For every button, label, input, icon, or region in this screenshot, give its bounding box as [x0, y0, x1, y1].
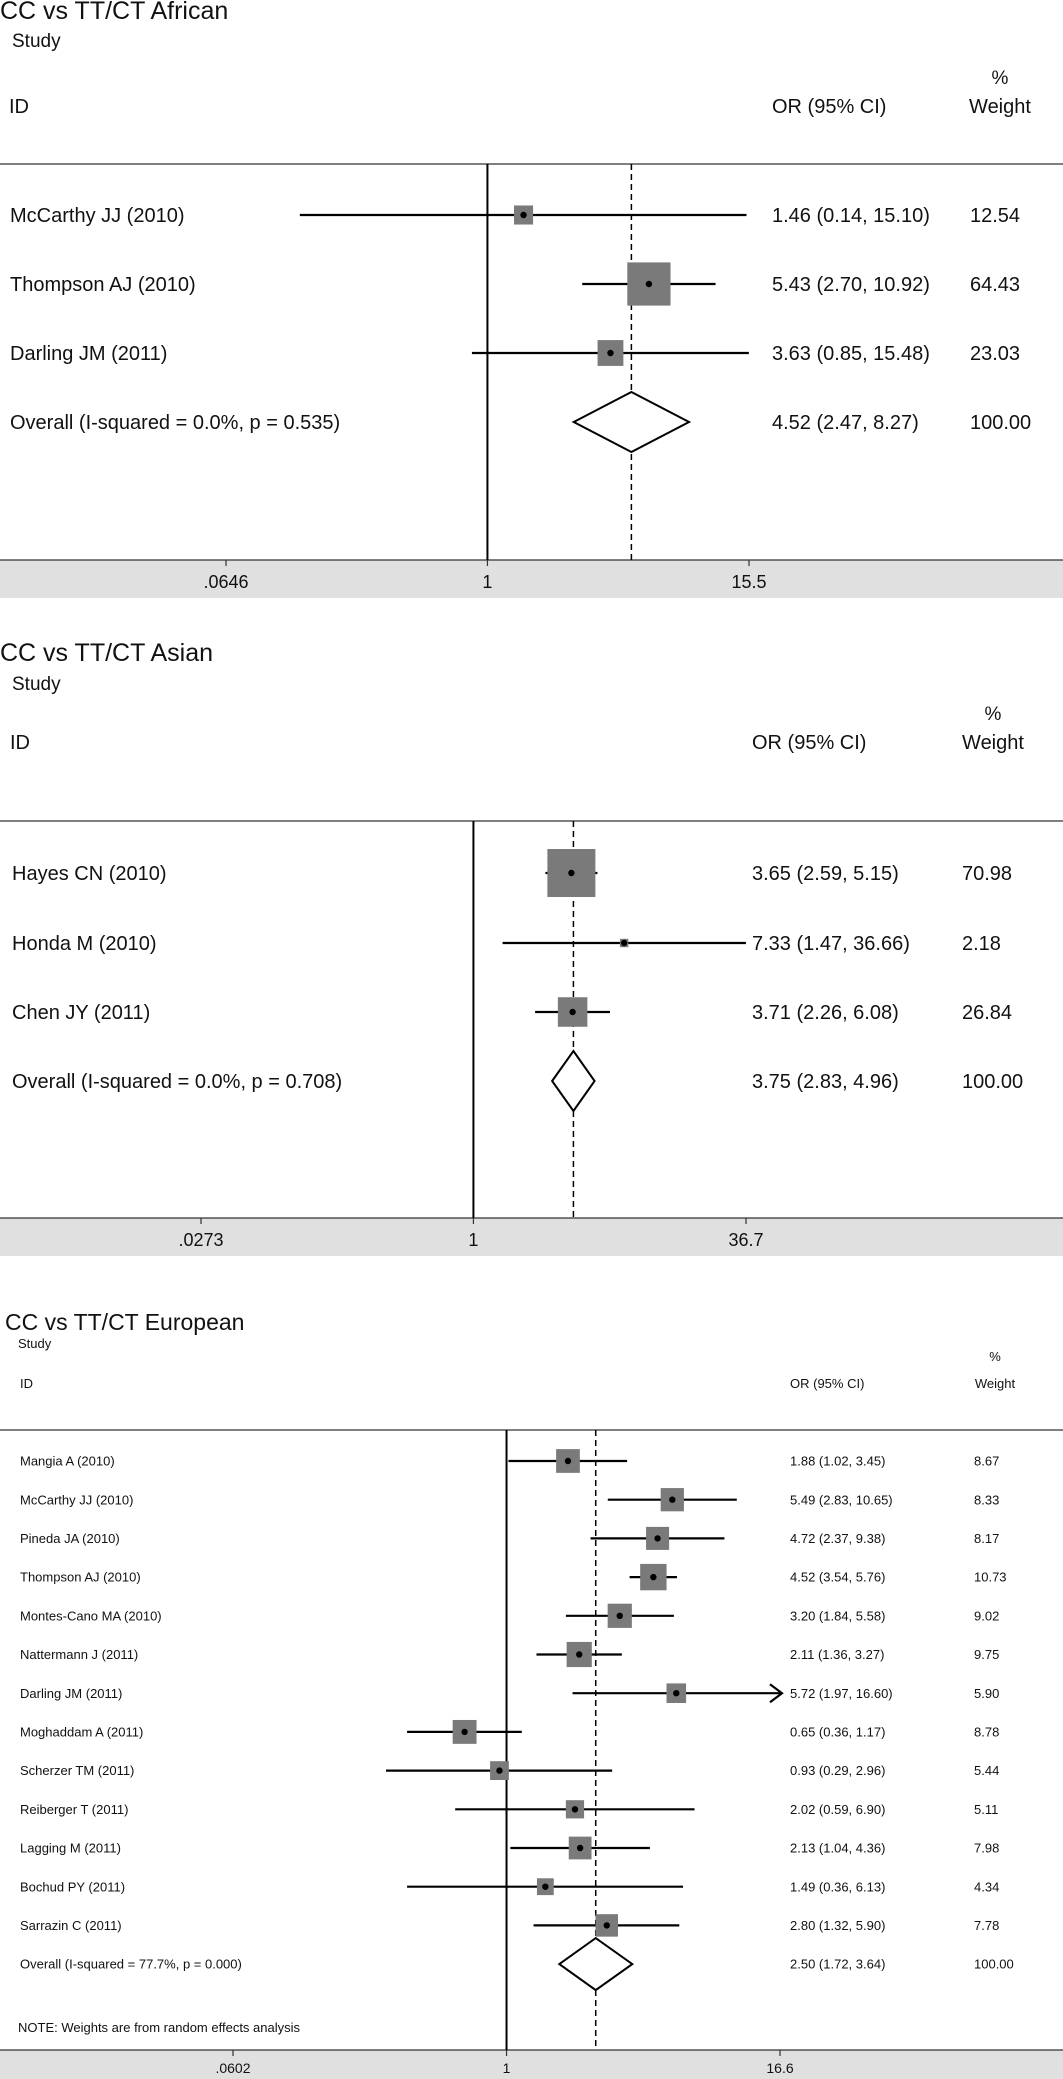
study-label: Hayes CN (2010) [12, 863, 167, 885]
point-estimate [569, 1009, 575, 1015]
x-tick-label: .0646 [203, 572, 249, 592]
point-estimate [669, 1497, 675, 1503]
or-ci-value: 1.49 (0.36, 6.13) [790, 1879, 886, 1895]
weight-value: 12.54 [970, 205, 1021, 227]
study-label: Darling JM (2011) [20, 1685, 123, 1701]
or-ci-value: 2.11 (1.36, 3.27) [790, 1647, 885, 1663]
x-axis-band [0, 560, 1063, 598]
study-label: Moghaddam A (2011) [20, 1724, 144, 1740]
point-estimate [577, 1845, 583, 1851]
overall-weight-value: 100.00 [970, 412, 1032, 434]
x-tick-label: 15.5 [731, 572, 767, 592]
x-tick-label: 36.7 [728, 1230, 764, 1250]
or-ci-header: OR (95% CI) [790, 1376, 865, 1391]
point-estimate [646, 281, 652, 287]
overall-diamond [574, 392, 689, 452]
weight-value: 5.11 [974, 1801, 999, 1817]
weight-value: 9.75 [974, 1647, 1000, 1663]
point-estimate [496, 1767, 502, 1773]
forest-panel-african [0, 0, 1063, 610]
overall-or-ci-value: 3.75 (2.83, 4.96) [752, 1071, 899, 1093]
point-estimate [568, 870, 574, 876]
panel-title: CC vs TT/CT Asian [0, 639, 214, 667]
weight-header-pct: % [989, 1349, 1001, 1364]
point-estimate [576, 1651, 582, 1657]
study-label: Pineda JA (2010) [20, 1530, 120, 1546]
study-label: Chen JY (2011) [12, 1002, 151, 1024]
or-ci-header: OR (95% CI) [772, 96, 887, 118]
forest-plot-svg [0, 0, 1063, 610]
overall-label: Overall (I-squared = 0.0%, p = 0.535) [10, 412, 341, 434]
overall-label: Overall (I-squared = 77.7%, p = 0.000) [20, 1956, 242, 1972]
study-label: Nattermann J (2011) [20, 1647, 139, 1663]
study-label: Bochud PY (2011) [20, 1879, 126, 1895]
or-ci-value: 0.65 (0.36, 1.17) [790, 1724, 886, 1740]
forest-panel-european [0, 1307, 1063, 2079]
study-label: McCarthy JJ (2010) [10, 205, 185, 227]
point-estimate [461, 1729, 467, 1735]
study-header: Study [18, 1336, 52, 1351]
weight-value: 8.17 [974, 1530, 1000, 1546]
weight-value: 9.02 [974, 1608, 1000, 1624]
study-label: Reiberger T (2011) [20, 1801, 129, 1817]
weight-value: 5.44 [974, 1763, 1000, 1779]
x-tick-label: 1 [502, 2060, 511, 2076]
weight-value: 7.98 [974, 1840, 1000, 1856]
study-label: Thompson AJ (2010) [10, 274, 196, 296]
weight-value: 26.84 [962, 1002, 1013, 1024]
overall-diamond [559, 1938, 632, 1990]
or-ci-value: 1.46 (0.14, 15.10) [772, 205, 930, 227]
point-estimate [542, 1884, 548, 1890]
overall-or-ci-value: 4.52 (2.47, 8.27) [772, 412, 919, 434]
or-ci-value: 4.52 (3.54, 5.76) [790, 1569, 886, 1585]
overall-weight-value: 100.00 [974, 1956, 1014, 1972]
study-label: McCarthy JJ (2010) [20, 1492, 134, 1508]
weight-value: 2.18 [962, 933, 1001, 955]
weight-header: Weight [974, 1376, 1016, 1391]
point-estimate [621, 940, 627, 946]
point-estimate [650, 1574, 656, 1580]
study-label: Montes-Cano MA (2010) [20, 1608, 162, 1624]
or-ci-value: 7.33 (1.47, 36.66) [752, 933, 910, 955]
study-header: Study [12, 674, 61, 695]
point-estimate [572, 1806, 578, 1812]
point-estimate [617, 1613, 623, 1619]
point-estimate [520, 212, 526, 218]
weight-header-pct: % [991, 68, 1009, 89]
weight-header: Weight [962, 732, 1024, 754]
overall-or-ci-value: 2.50 (1.72, 3.64) [790, 1956, 886, 1972]
overall-label: Overall (I-squared = 0.0%, p = 0.708) [12, 1071, 343, 1093]
point-estimate [565, 1458, 571, 1464]
point-estimate [607, 350, 613, 356]
x-tick-label: 16.6 [766, 2060, 794, 2076]
weight-value: 70.98 [962, 863, 1013, 885]
or-ci-value: 1.88 (1.02, 3.45) [790, 1453, 886, 1469]
point-estimate [604, 1922, 610, 1928]
weight-value: 5.90 [974, 1685, 1000, 1701]
weight-header-pct: % [984, 704, 1002, 725]
x-tick-label: 1 [468, 1230, 479, 1250]
point-estimate [673, 1690, 679, 1696]
forest-plot-svg [0, 1307, 1063, 2079]
random-effects-note: NOTE: Weights are from random effects analysis [18, 2020, 301, 2035]
study-label: Thompson AJ (2010) [20, 1569, 141, 1585]
or-ci-value: 5.49 (2.83, 10.65) [790, 1492, 893, 1508]
id-header: ID [10, 732, 30, 754]
or-ci-header: OR (95% CI) [752, 732, 867, 754]
or-ci-value: 4.72 (2.37, 9.38) [790, 1530, 886, 1546]
or-ci-value: 5.43 (2.70, 10.92) [772, 274, 930, 296]
or-ci-value: 3.65 (2.59, 5.15) [752, 863, 899, 885]
x-tick-label: .0602 [215, 2060, 251, 2076]
or-ci-value: 2.13 (1.04, 4.36) [790, 1840, 886, 1856]
study-label: Darling JM (2011) [10, 343, 168, 365]
or-ci-value: 2.02 (0.59, 6.90) [790, 1801, 886, 1817]
weight-value: 64.43 [970, 274, 1021, 296]
or-ci-value: 3.63 (0.85, 15.48) [772, 343, 930, 365]
x-axis-band [0, 2050, 1063, 2079]
study-label: Lagging M (2011) [20, 1840, 121, 1856]
x-axis-band [0, 1218, 1063, 1256]
weight-value: 8.33 [974, 1492, 1000, 1508]
study-label: Mangia A (2010) [20, 1453, 115, 1469]
point-estimate [654, 1535, 660, 1541]
or-ci-value: 3.71 (2.26, 6.08) [752, 1002, 899, 1024]
weight-value: 10.73 [974, 1569, 1007, 1585]
study-header: Study [12, 31, 61, 52]
panel-title: CC vs TT/CT European [5, 1309, 245, 1335]
forest-plot-svg [0, 638, 1063, 1268]
or-ci-value: 3.20 (1.84, 5.58) [790, 1608, 886, 1624]
forest-panel-asian [0, 638, 1063, 1268]
weight-value: 8.78 [974, 1724, 1000, 1740]
weight-value: 8.67 [974, 1453, 1000, 1469]
x-tick-label: .0273 [178, 1230, 224, 1250]
overall-weight-value: 100.00 [962, 1071, 1024, 1093]
overall-diamond [552, 1051, 594, 1111]
weight-header: Weight [969, 96, 1031, 118]
weight-value: 4.34 [974, 1879, 1000, 1895]
x-tick-label: 1 [482, 572, 493, 592]
study-label: Scherzer TM (2011) [20, 1763, 135, 1779]
or-ci-value: 0.93 (0.29, 2.96) [790, 1763, 886, 1779]
id-header: ID [9, 96, 29, 118]
or-ci-value: 2.80 (1.32, 5.90) [790, 1917, 886, 1933]
study-label: Sarrazin C (2011) [20, 1917, 122, 1933]
panel-title: CC vs TT/CT African [0, 0, 229, 25]
weight-value: 7.78 [974, 1917, 1000, 1933]
weight-value: 23.03 [970, 343, 1021, 365]
study-label: Honda M (2010) [12, 933, 157, 955]
or-ci-value: 5.72 (1.97, 16.60) [790, 1685, 893, 1701]
id-header: ID [20, 1376, 33, 1391]
